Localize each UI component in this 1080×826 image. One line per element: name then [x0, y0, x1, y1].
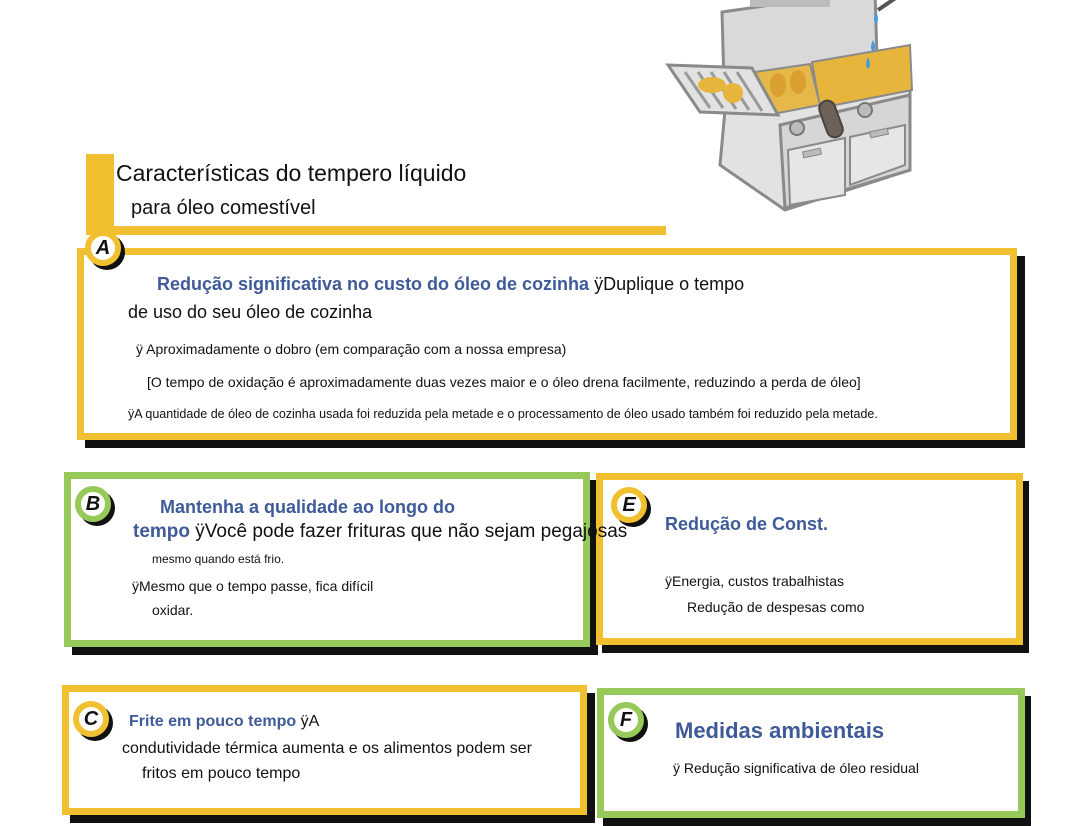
badge-letter: C: [83, 707, 99, 730]
title-underline-bar: [86, 226, 666, 235]
card-c-line1: condutividade térmica aumenta e os alimentos podem ser: [122, 740, 532, 757]
fryer-icon: [660, 0, 920, 215]
feature-card-b: [64, 472, 628, 647]
title-accent-bar: [86, 154, 114, 234]
fryer-illustration: [660, 0, 920, 215]
card-a-line1: de uso do seu óleo de cozinha: [128, 302, 373, 322]
badge-e: [611, 487, 647, 523]
card-b-line1: mesmo quando está frio.: [152, 552, 285, 566]
card-a-heading: Redução significativa no custo do óleo de cozinha: [157, 274, 590, 294]
badge-letter: A: [95, 236, 111, 259]
card-b-heading-tail: ÿVocê pode fazer frituras que não sejam pegajosas: [195, 521, 628, 542]
feature-card-e: [596, 473, 1023, 645]
card-a-heading-line: [157, 274, 744, 295]
card-a-line4: ÿA quantidade de óleo de cozinha usada foi reduzida pela metade e o processamento de óleo usado também foi reduzido pela metade.: [128, 407, 878, 421]
card-f-line1: ÿ Redução significativa de óleo residual: [673, 760, 919, 776]
badge-b: [75, 486, 111, 522]
feature-card-f: [597, 688, 1025, 818]
card-c-heading-tail: ÿA: [300, 713, 320, 730]
badge-letter: F: [619, 708, 633, 731]
badge-a: [85, 230, 121, 266]
badge-f: [608, 702, 644, 738]
badge-c: [73, 701, 109, 737]
page-title: Características do tempero líquido: [116, 160, 467, 186]
card-b-heading: Mantenha a qualidade ao longo do: [160, 497, 456, 517]
card-c-line2: fritos em pouco tempo: [142, 765, 301, 782]
card-b-heading-line2: [133, 521, 627, 543]
card-a-line2: ÿ Aproximadamente o dobro (em comparação com a nossa empresa): [136, 341, 567, 357]
card-c-heading-line: [129, 713, 319, 731]
card-a-line3: [O tempo de oxidação é aproximadamente duas vezes maior e o óleo drena facilmente, reduzindo a perda de óleo]: [147, 374, 861, 390]
feature-card-c: [62, 685, 587, 815]
card-b-line3: oxidar.: [152, 602, 194, 618]
card-b-line2: ÿMesmo que o tempo passe, fica difícil: [132, 578, 374, 594]
card-e-line1: ÿEnergia, custos trabalhistas: [665, 573, 844, 589]
feature-card-a: [77, 236, 1017, 440]
card-c-heading: Frite em pouco tempo: [129, 713, 297, 730]
card-a-heading-tail: ÿDuplique o tempo: [594, 274, 745, 294]
card-b-heading-cont: tempo: [133, 521, 190, 542]
page-subtitle: para óleo comestível: [131, 197, 316, 219]
card-e-heading: Redução de Const.: [665, 514, 829, 534]
card-e-line2: Redução de despesas como: [687, 599, 865, 615]
card-f-heading: Medidas ambientais: [675, 718, 885, 743]
badge-letter: B: [85, 492, 101, 515]
badge-letter: E: [622, 493, 636, 516]
